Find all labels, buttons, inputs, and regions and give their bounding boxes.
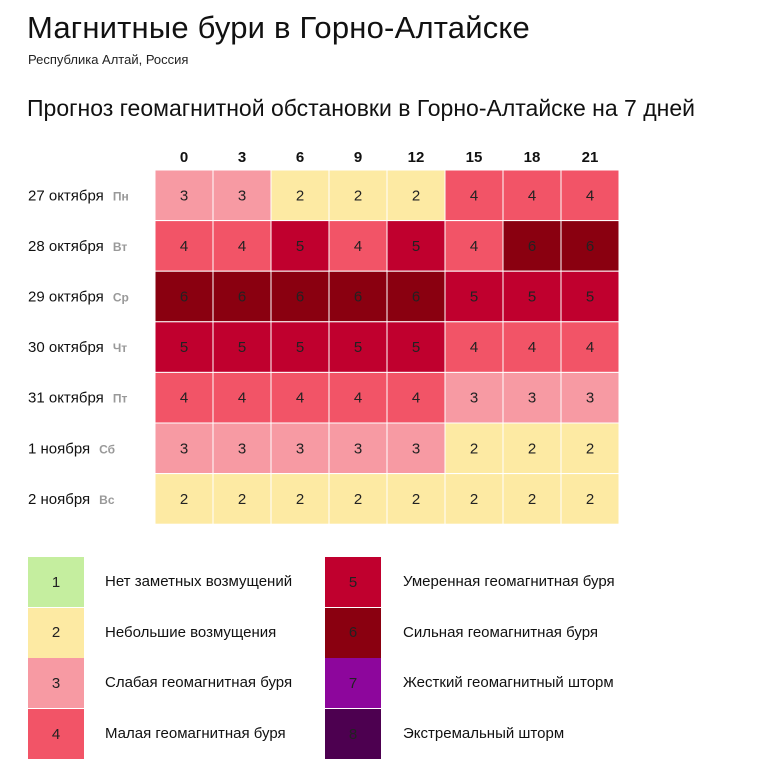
heatmap-cell-value: 4: [411, 389, 421, 407]
legend-swatch-3: 3: [28, 658, 84, 708]
row-weekday-label: Пт: [112, 391, 128, 406]
column-label-21: 21: [581, 149, 599, 166]
row-weekday-label: Сб: [99, 442, 116, 457]
heatmap-cell-value: 2: [469, 490, 479, 508]
heatmap-cell-value: 5: [295, 339, 305, 357]
heatmap-cell-value: 5: [411, 237, 421, 255]
legend-label-8: Экстремальный шторм: [403, 725, 565, 743]
heatmap-cell-value: 4: [179, 389, 189, 407]
legend-swatch-8: 8: [325, 709, 381, 759]
heatmap-cell-value: 6: [411, 288, 421, 306]
heatmap-cell-value: 4: [237, 389, 247, 407]
legend-label-4: Малая геомагнитная буря: [105, 725, 286, 743]
row-date-label: 27 октября: [28, 187, 104, 205]
legend-label-6: Сильная геомагнитная буря: [403, 623, 598, 641]
heatmap-cell-value: 6: [585, 237, 595, 255]
heatmap-cell-value: 3: [585, 389, 595, 407]
heatmap-cell-value: 4: [469, 237, 479, 255]
heatmap-cell-value: 2: [179, 490, 189, 508]
heatmap-cell-value: 4: [469, 339, 479, 357]
legend-swatch-7: 7: [325, 658, 381, 708]
heatmap-cell-value: 5: [179, 339, 189, 357]
column-label-0: 0: [179, 149, 189, 166]
row-date-label: 2 ноября: [28, 490, 91, 508]
heatmap-cell-value: 4: [353, 237, 363, 255]
heatmap-cell-value: 2: [527, 440, 537, 458]
column-label-12: 12: [407, 149, 425, 166]
heatmap-cell-value: 3: [179, 187, 189, 205]
row-weekday-label: Вс: [99, 492, 115, 507]
heatmap-cell-value: 6: [237, 288, 247, 306]
heatmap-cell-value: 2: [585, 490, 595, 508]
heatmap-cell-value: 2: [411, 490, 421, 508]
heatmap-cell-value: 4: [469, 187, 479, 205]
column-label-9: 9: [353, 149, 363, 166]
row-weekday-label: Вт: [112, 239, 128, 254]
heatmap-cell-value: 5: [237, 339, 247, 357]
heatmap-cell-value: 6: [527, 237, 537, 255]
heatmap-cell-value: 3: [295, 440, 305, 458]
page-subtitle: Республика Алтай, Россия: [28, 52, 189, 67]
column-label-3: 3: [237, 149, 247, 166]
heatmap-cell-value: 2: [527, 490, 537, 508]
legend-swatch-1: 1: [28, 557, 84, 607]
heatmap-cell-value: 6: [179, 288, 189, 306]
row-date-label: 29 октября: [28, 288, 104, 306]
row-date-label: 1 ноября: [28, 440, 91, 458]
heatmap-cell-value: 3: [237, 440, 247, 458]
heatmap-cell-value: 2: [237, 490, 247, 508]
legend-swatch-6: 6: [325, 608, 381, 658]
heatmap-cell-value: 6: [353, 288, 363, 306]
legend-swatch-4: 4: [28, 709, 84, 759]
row-weekday-label: Ср: [112, 290, 129, 305]
heatmap-cell-value: 3: [179, 440, 189, 458]
heatmap-cell-value: 5: [469, 288, 479, 306]
row-date-label: 28 октября: [28, 237, 104, 255]
heatmap-cell-value: 4: [585, 339, 595, 357]
heatmap-cell-value: 5: [353, 339, 363, 357]
heatmap-cell-value: 4: [527, 187, 537, 205]
heatmap-cell-value: 4: [527, 339, 537, 357]
row-date-label: 31 октября: [28, 389, 104, 407]
legend-label-5: Умеренная геомагнитная буря: [403, 573, 615, 590]
column-label-18: 18: [523, 149, 541, 166]
legend-label-2: Небольшие возмущения: [105, 623, 277, 641]
legend-label-1: Нет заметных возмущений: [105, 573, 293, 590]
heatmap-cell-value: 4: [179, 237, 189, 255]
heatmap-cell-value: 3: [411, 440, 421, 458]
heatmap-cell-value: 3: [469, 389, 479, 407]
heatmap-cell-value: 2: [411, 187, 421, 205]
column-label-6: 6: [295, 149, 305, 166]
heatmap-cell-value: 3: [527, 389, 537, 407]
heatmap-cell-value: 4: [295, 389, 305, 407]
row-weekday-label: Пн: [112, 189, 129, 204]
column-label-15: 15: [465, 149, 483, 166]
heatmap-cell-value: 6: [295, 288, 305, 306]
legend-swatch-5: 5: [325, 557, 381, 607]
legend-swatch-2: 2: [28, 608, 84, 658]
heatmap-cell-value: 2: [353, 187, 363, 205]
heatmap-cell-value: 5: [411, 339, 421, 357]
heatmap-cell-value: 2: [585, 440, 595, 458]
legend-label-3: Слабая геомагнитная буря: [105, 674, 293, 692]
legend-label-7: Жесткий геомагнитный шторм: [403, 674, 614, 692]
row-weekday-label: Чт: [112, 341, 128, 356]
heatmap-cell-value: 5: [527, 288, 537, 306]
heatmap-cell-value: 4: [353, 389, 363, 407]
heatmap-cell-value: 2: [295, 490, 305, 508]
heatmap-cell-value: 3: [353, 440, 363, 458]
page-title: Магнитные бури в Горно-Алтайске: [27, 10, 530, 45]
heatmap-cell-value: 5: [295, 237, 305, 255]
heatmap-cell-value: 4: [585, 187, 595, 205]
heatmap-cell-value: 5: [585, 288, 595, 306]
row-date-label: 30 октября: [28, 339, 104, 357]
heatmap-cell-value: 2: [353, 490, 363, 508]
chart-title: Прогноз геомагнитной обстановки в Горно-Алтайске на 7 дней: [27, 95, 695, 121]
heatmap-cell-value: 3: [237, 187, 247, 205]
heatmap-cell-value: 4: [237, 237, 247, 255]
heatmap-cell-value: 2: [295, 187, 305, 205]
heatmap-cell-value: 2: [469, 440, 479, 458]
